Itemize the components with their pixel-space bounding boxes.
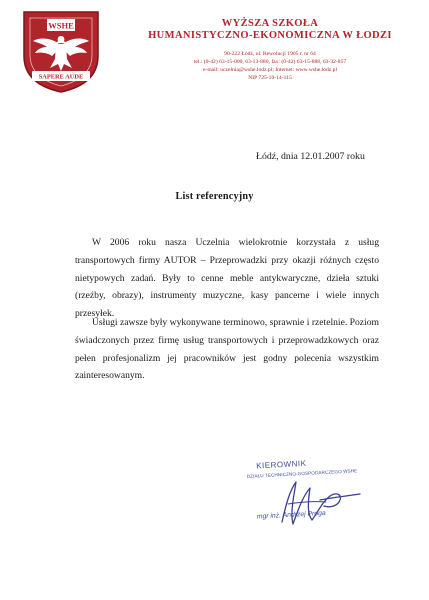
signature <box>260 474 380 534</box>
logo-top-text: WSHE <box>48 20 74 31</box>
address-line: 90-222 Łódź, ul. Rewolucji 1905 r. nr 64 <box>224 51 316 57</box>
university-logo <box>18 8 104 94</box>
university-name-line2: HUMANISTYCZNO-EKONOMICZNA W ŁODZI <box>148 30 392 41</box>
email-line: e-mail: uczelnia@wshe.lodz.pl; Internet: www.wshe.lodz.pl <box>202 67 338 73</box>
letterhead <box>118 18 422 82</box>
stamp-title: KIEROWNIK <box>255 458 307 471</box>
contact-info <box>118 50 422 82</box>
university-name-line1: WYŻSZA SZKOŁA <box>221 18 319 29</box>
phone-line: tel.: (0-42) 63-15-000, 63-13-880, fax: (0-42) 63-15-888, 63-32-857 <box>193 59 347 65</box>
letter-paragraph-1: W 2006 roku nasza Uczelnia wielokrotnie korzystała z usług transportowych firmy AUTOR – Przeprowadzki przy okazji różnych często nietypowych zadań. Były to cenne meble antykwaryczne, dzieła sztuki (rzeźby, obrazy), instrumenty muzyczne, kasy pancerne i wiele innych przesyłek. <box>75 237 379 320</box>
logo-motto: SAPERE AUDE <box>38 73 84 81</box>
letter-title: List referencyjny <box>175 191 254 202</box>
stamp-department: DZIAŁU TECHNICZNO-GOSPODARCZEGO WSHE <box>246 468 358 479</box>
stamp-name: mgr inż. Andrzej Proga <box>256 509 326 521</box>
letter-paragraph-2: Usługi zawsze były wykonywane terminowo, sprawnie i rzetelnie. Poziom świadczonych przez firmę usług transportowych i przeprowadzkowych oraz pełen profesjonalizm jej pracowników jest godny polecenia wszystkim zainteresowanym. <box>75 317 379 382</box>
nip-line: NIP 725-10-14-115 <box>248 75 292 81</box>
letter-date: Łódź, dnia 12.01.2007 roku <box>256 151 365 162</box>
